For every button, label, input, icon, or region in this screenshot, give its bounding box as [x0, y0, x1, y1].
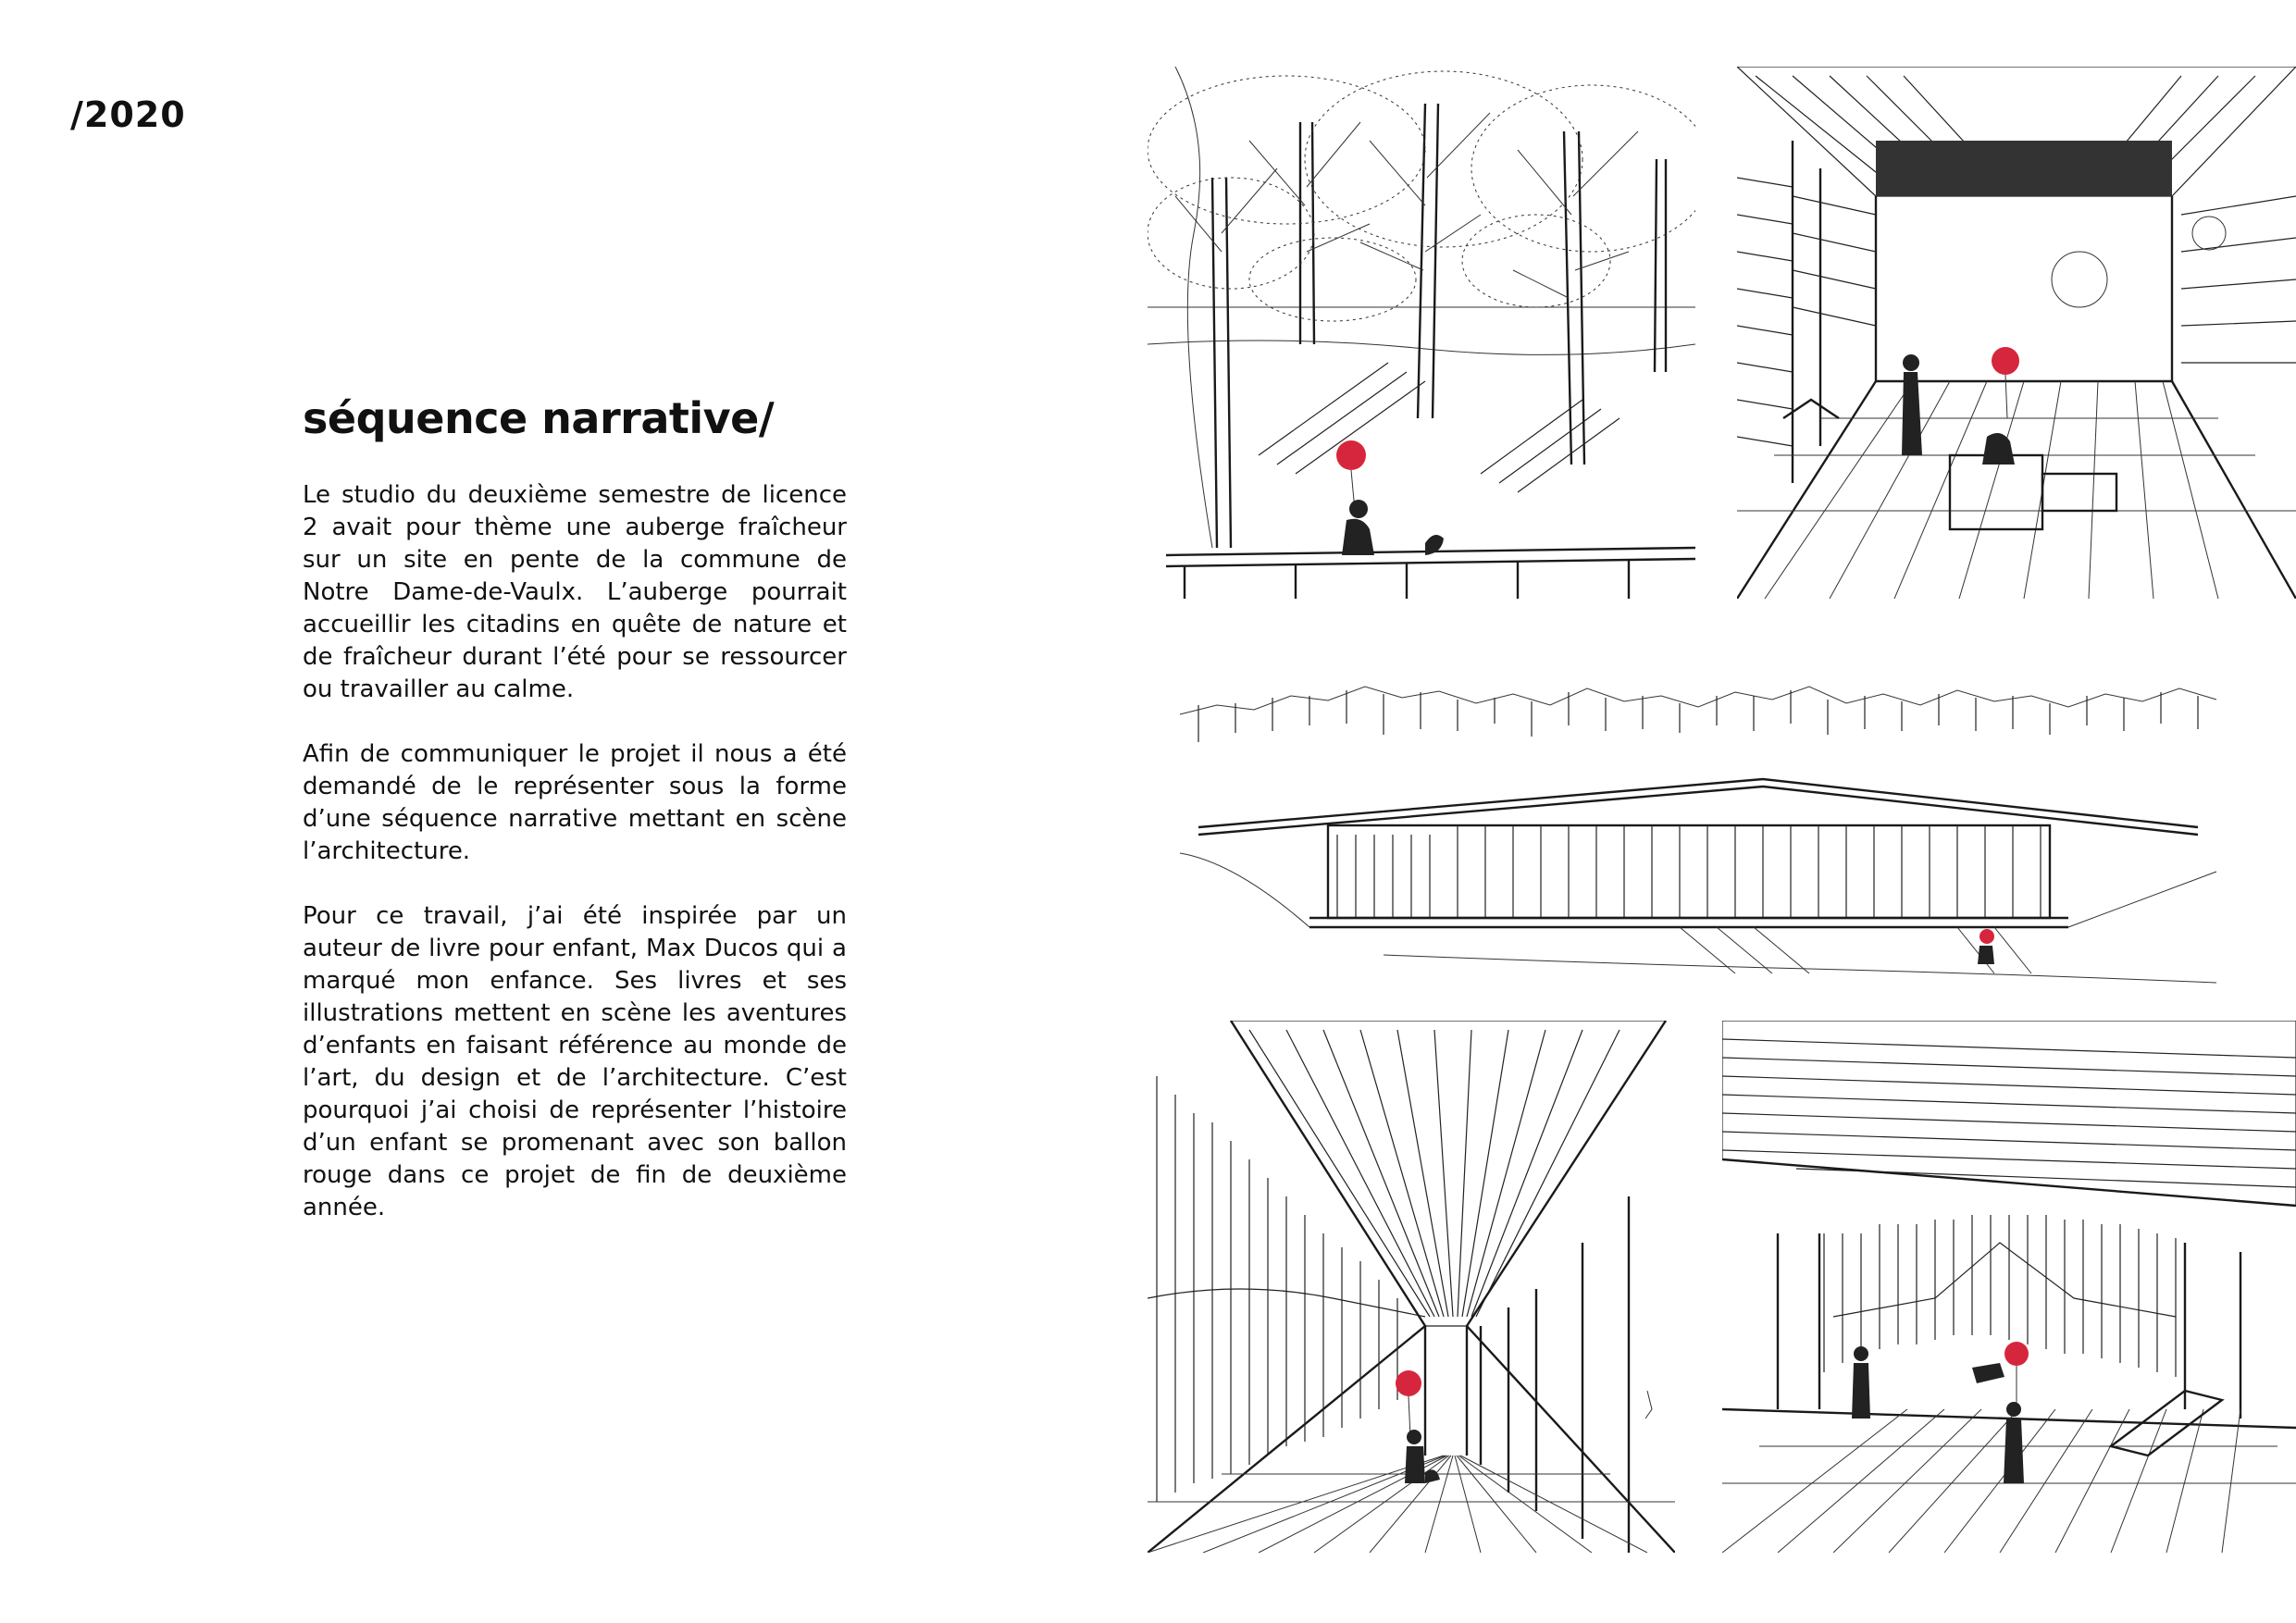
paragraph-2: Afin de communiquer le projet il nous a été demandé de le représenter sous la forme d’une séquence narrative mettant en scène l’architecture. [303, 740, 847, 865]
body-text [303, 479, 847, 1257]
year-label: /2020 [70, 94, 186, 135]
facade-sketch [1161, 622, 2240, 992]
hall-sketch [1722, 1021, 2296, 1553]
paragraph-3: Pour ce travail, j’ai été inspirée par un auteur de livre pour enfant, Max Ducos qui a marqué mon enfance. Ses livres et ses illustrations mettent en scène les aventures d’enfants en faisant référence au monde de l’art, du design et de l’architecture. C’est pourquoi j’ai choisi de représenter l’histoire d’un enfant se promenant avec son ballon rouge dans ce projet de fin de deuxième année. [303, 902, 847, 1221]
corridor-sketch [1148, 1021, 1675, 1553]
forest-sketch [1148, 67, 1695, 599]
paragraph-1: Le studio du deuxième semestre de licence 2 avait pour thème une auberge fraîcheur sur un site en pente de la commune de Notre Dame-de-Vaulx. L’auberge pourrait accueillir les citadins en quête de nature et de fraîcheur durant l’été pour se ressourcer ou travailler au calme. [303, 481, 847, 703]
section-heading: séquence narrative/ [303, 393, 775, 443]
library-sketch [1737, 67, 2296, 599]
